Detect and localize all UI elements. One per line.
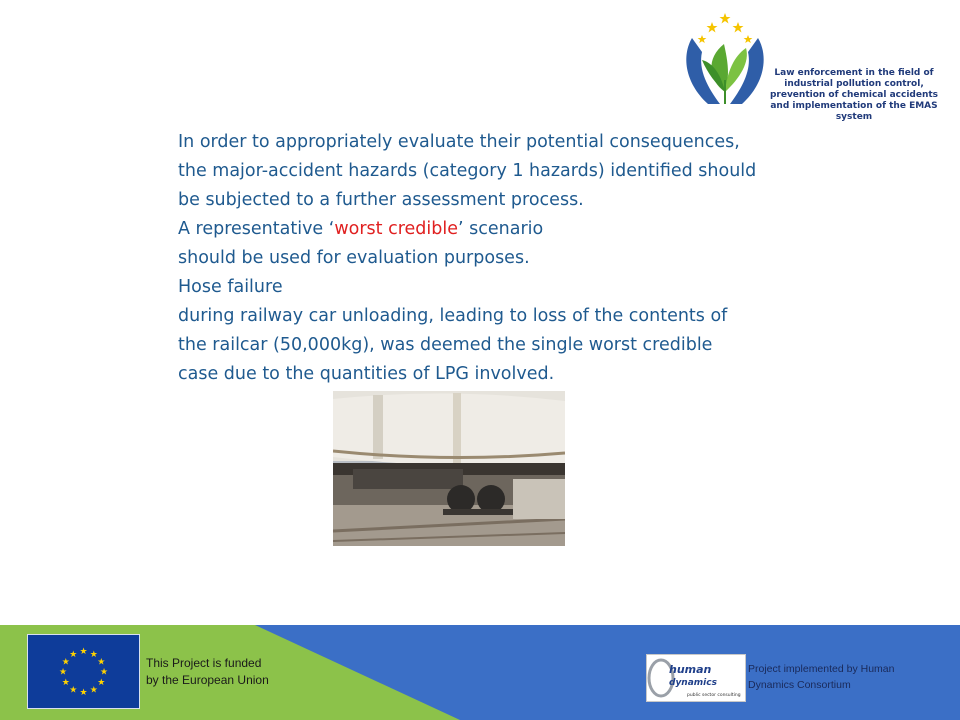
human-dynamics-logo (646, 654, 746, 702)
body-line: during railway car unloading, leading to loss of the contents of (178, 306, 728, 326)
worst-prefix: A representative ‘ (178, 219, 335, 239)
worst-credible-highlight: worst credible (334, 219, 459, 239)
body-line: the railcar (50,000kg), was deemed the single worst credible (178, 335, 713, 355)
implementation-statement (748, 661, 938, 693)
railcar-photo (333, 391, 565, 546)
funding-line: by the European Union (146, 673, 269, 687)
implemented-line: Dynamics Consortium (748, 679, 851, 691)
logo-caption-line: prevention of chemical accidents (769, 90, 939, 100)
svg-text:★: ★ (61, 657, 70, 668)
svg-text:★: ★ (69, 649, 78, 660)
logo-caption-line: industrial pollution control, (784, 79, 924, 89)
body-line: In order to appropriately evaluate their potential consequences, (178, 132, 740, 152)
eu-flag-icon (27, 634, 140, 709)
logo-caption-line: Law enforcement in the field of (774, 68, 934, 78)
slide-body-text (178, 128, 878, 389)
svg-text:★: ★ (97, 677, 106, 688)
hd-logo-tagline: public sector consulting (687, 693, 741, 698)
logo-caption (759, 68, 949, 123)
worst-suffix: ’ scenario (458, 219, 544, 239)
body-line-worst-credible (178, 215, 878, 244)
body-line: be subjected to a further assessment process. (178, 190, 584, 210)
svg-text:★: ★ (89, 649, 98, 660)
svg-text:★: ★ (69, 685, 78, 696)
svg-text:★: ★ (61, 677, 70, 688)
svg-text:★: ★ (97, 657, 106, 668)
implemented-line: Project implemented by Human (748, 663, 895, 675)
svg-text:★: ★ (99, 667, 109, 678)
hd-logo-word: human (669, 663, 712, 676)
body-line: Hose failure (178, 277, 283, 297)
funding-statement (146, 655, 316, 689)
hd-logo-word: dynamics (669, 678, 717, 688)
body-line: case due to the quantities of LPG involved. (178, 364, 555, 384)
body-line: the major-accident hazards (category 1 hazards) identified should (178, 161, 757, 181)
svg-text:★: ★ (89, 685, 98, 696)
svg-text:★: ★ (58, 667, 68, 678)
svg-text:★: ★ (79, 647, 88, 657)
funding-line: This Project is funded (146, 656, 262, 670)
svg-text:★: ★ (79, 688, 88, 698)
body-line: should be used for evaluation purposes. (178, 248, 530, 268)
logo-caption-line: and implementation of the EMAS system (770, 101, 938, 122)
